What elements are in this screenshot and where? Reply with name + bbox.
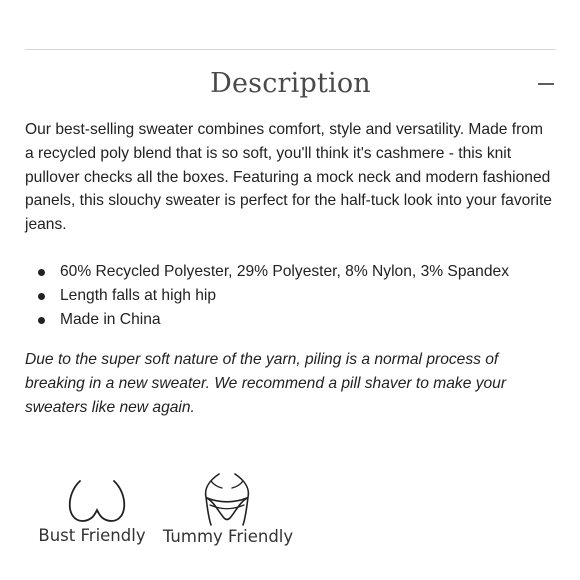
bust-friendly-badge [36, 476, 148, 545]
tummy-friendly-badge [160, 471, 296, 546]
description-accordion-header[interactable] [25, 60, 556, 110]
tummy-friendly-label: Tummy Friendly [162, 527, 294, 546]
minus-icon[interactable] [536, 74, 556, 94]
list-item: Made in China [25, 308, 555, 332]
feature-list [25, 260, 555, 332]
care-note: Due to the super soft nature of the yarn, piling is a normal process of breaking in a new sweater. We recommend a pill shaver to make your sweaters like new again. [25, 350, 507, 416]
list-item: 60% Recycled Polyester, 29% Polyester, 8% Nylon, 3% Spandex [25, 260, 555, 284]
tummy-icon [198, 471, 258, 527]
section-title: Description [210, 68, 371, 99]
bust-friendly-label: Bust Friendly [38, 526, 146, 545]
description-intro: Our best-selling sweater combines comfort, style and versatility. Made from a recycled poly blend that is so soft, you'll think it's cashmere - this knit pullover checks all the boxes. Featuring a mock neck and modern fashioned panels, this slouchy sweater is perfect for the half-tuck look into your favorite jeans. [25, 121, 552, 234]
bust-icon [52, 476, 132, 526]
section-divider [25, 49, 556, 50]
list-item: Length falls at high hip [25, 284, 555, 308]
description-content [25, 118, 555, 419]
